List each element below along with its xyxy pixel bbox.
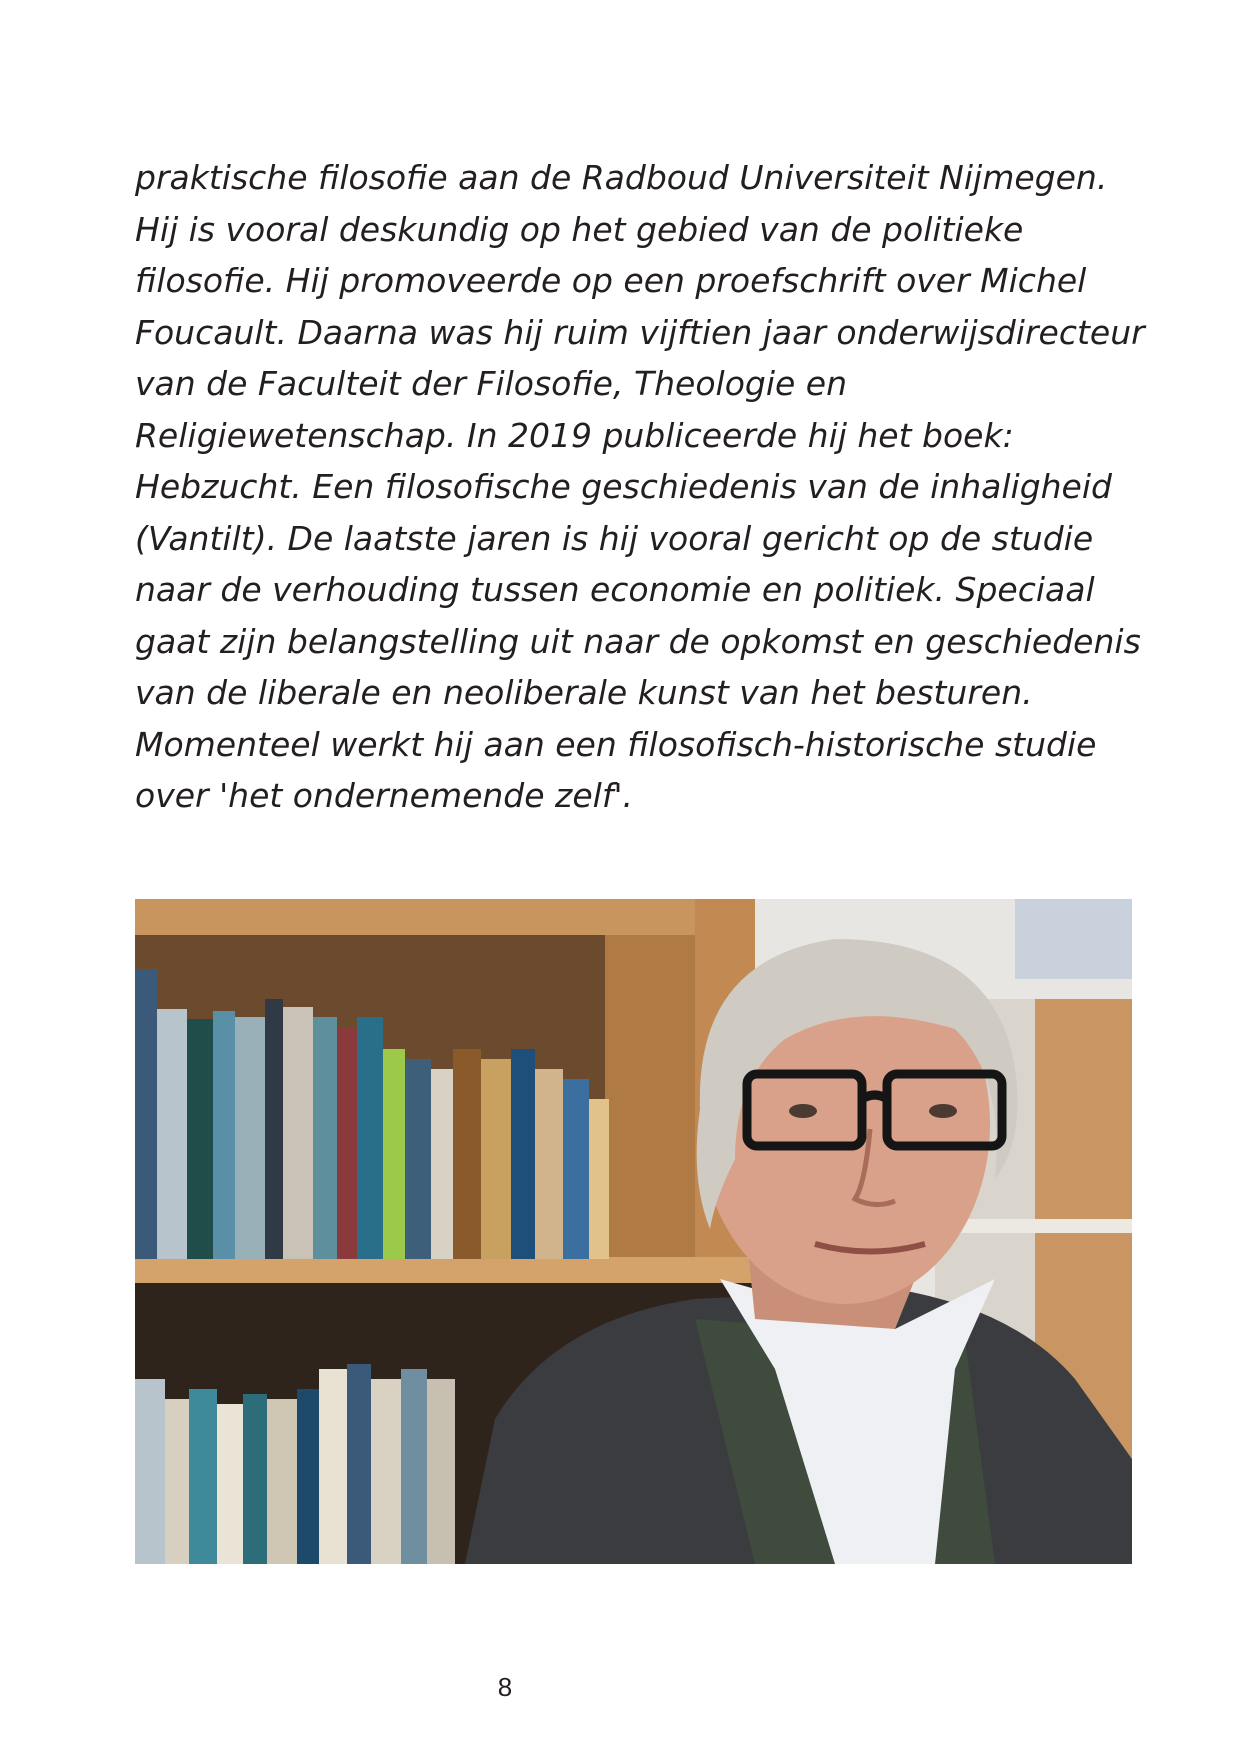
text-line: Foucault. Daarna was hij ruim vijftien jaar onderwijsdirecteur [135,312,1145,352]
text-line: Hebzucht. Een filosofische geschiedenis van de inhaligheid [135,467,1112,506]
text-line: filosofie. Hij promoveerde op een proefschrift over Michel [135,261,1087,300]
text-line: (Vantilt). De laatste jaren is hij vooral gericht op de studie [135,518,1094,558]
portrait-illustration [135,899,1132,1564]
portrait-photo [135,899,1132,1564]
text-line: Religiewetenschap. In 2019 publiceerde hij het boek: [135,415,1014,455]
text-line: naar de verhouding tussen economie en politiek. Speciaal [135,570,1095,609]
text-line: van de Faculteit der Filosofie, Theologie en [135,364,848,403]
page-number: 8 [497,1672,513,1702]
body-paragraph [135,152,1145,822]
text-line: Hij is vooral deskundig op het gebied van de politieke [135,209,1024,249]
text-line: over 'het ondernemende zelf'. [135,776,634,815]
text-line: gaat zijn belangstelling uit naar de opkomst en geschiedenis [135,621,1141,661]
text-line: Momenteel werkt hij aan een filosofisch-historische studie [135,724,1097,764]
text-line: van de liberale en neoliberale kunst van het besturen. [135,673,1033,712]
text-line: praktische filosofie aan de Radboud Universiteit Nijmegen. [135,158,1108,197]
